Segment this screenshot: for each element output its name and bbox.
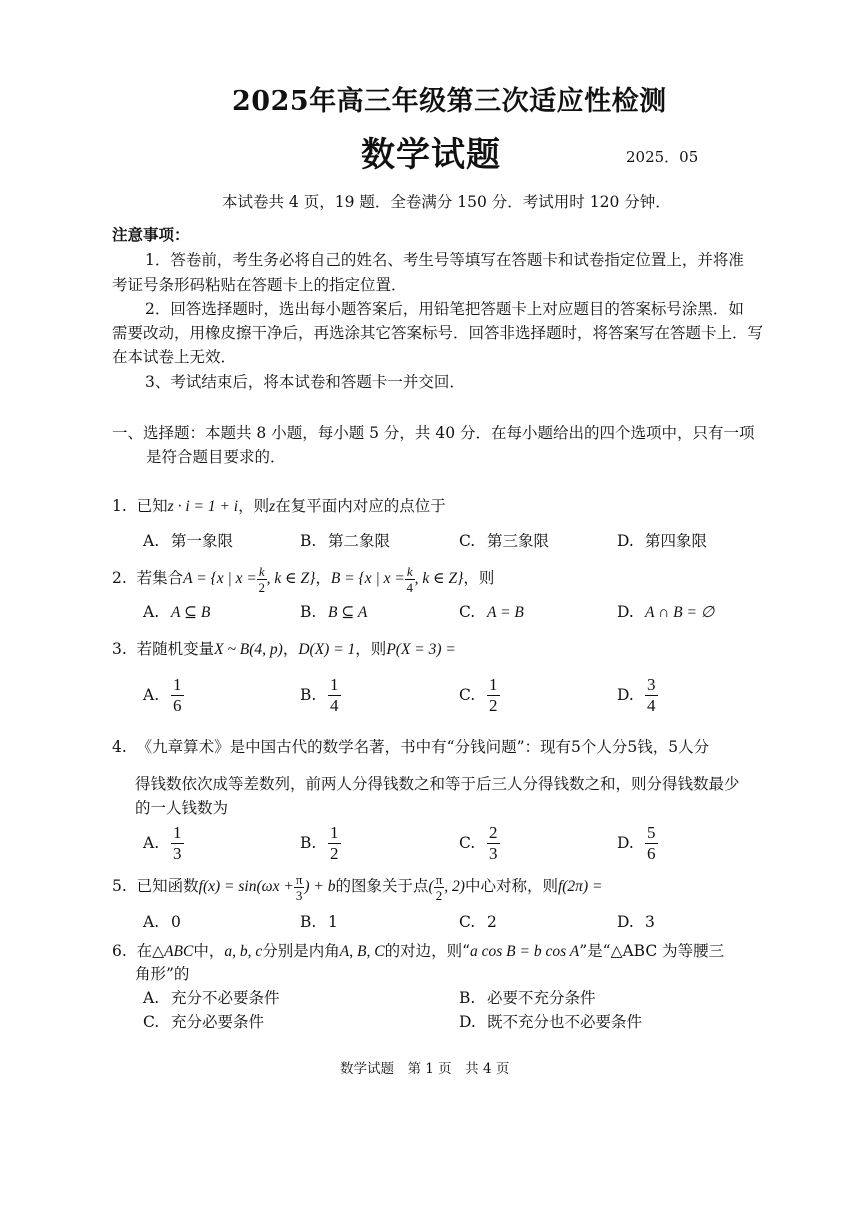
fraction: $\frac{k}{2}$ — [258, 563, 266, 595]
note-2-line-2: 需要改动，用橡皮擦干净后，再选涂其它答案标号．回答非选择题时，将答案写在答题卡上．写 — [112, 324, 764, 342]
question-number: 4. — [112, 738, 127, 756]
q5-option-b: B. 1 — [300, 913, 338, 931]
q3-option-b: B. $\frac{1}{4}$ — [300, 675, 339, 715]
q2-option-a: A. A ⊆ B — [143, 603, 211, 621]
q6-option-d: D. 既不充分也不必要条件 — [459, 1013, 643, 1031]
q6-option-b: B. 必要不充分条件 — [459, 989, 596, 1007]
note-3: 3、考试结束后，将本试卷和答题卡一并交回． — [145, 373, 465, 391]
page-footer: 数学试题 第 1 页 共 4 页 — [340, 1061, 510, 1077]
question-2: 2. 若集合A = {x | x = $\frac{k}{2}$ , k ∈ Z}，B = {x | x = $\frac{k}{4}$ , k ∈ Z}，则 — [112, 563, 495, 595]
question-number: 5. — [112, 877, 127, 895]
math-expression: z · i = 1 + i — [167, 498, 239, 515]
q4-option-b: B. $\frac{1}{2}$ — [300, 823, 339, 863]
q5-option-d: D. 3 — [617, 913, 655, 931]
fraction: $\frac{\pi}{3}$ — [295, 871, 303, 903]
q5-option-a: A. 0 — [143, 913, 181, 931]
fraction: $\frac{1}{3}$ — [173, 823, 182, 863]
fraction: $\frac{1}{2}$ — [330, 823, 339, 863]
q4-option-c: C. $\frac{2}{3}$ — [459, 823, 498, 863]
q3-option-d: D. $\frac{3}{4}$ — [617, 675, 656, 715]
q5-option-c: C. 2 — [459, 913, 497, 931]
q1-option-b: B. 第二象限 — [300, 532, 391, 550]
q4-option-d: D. $\frac{5}{6}$ — [617, 823, 656, 863]
q1-option-a: A. 第一象限 — [143, 532, 234, 550]
question-6-line-2: 角形”的 — [135, 965, 190, 983]
fraction: $\frac{2}{3}$ — [489, 823, 498, 863]
q2-option-b: B. B ⊆ A — [300, 603, 368, 621]
section-1-heading-cont: 是符合题目要求的． — [146, 448, 286, 466]
question-number: 1. — [112, 497, 127, 515]
q2-option-c: C. A = B — [459, 603, 524, 621]
note-1-line-2: 考证号条形码粘贴在答题卡上的指定位置． — [112, 276, 407, 294]
exam-title: 2025年高三年级第三次适应性检测 — [232, 86, 667, 117]
note-2-line-1: 2．回答选择题时，选出每小题答案后，用铅笔把答题卡上对应题目的答案标号涂黑．如 — [145, 300, 744, 318]
question-4-line-1: 4. 《九章算术》是中国古代的数学名著，书中有“分钱问题”：现有5个人分5钱，5人分 — [112, 738, 710, 756]
q6-option-a: A. 充分不必要条件 — [143, 989, 280, 1007]
fraction: $\frac{5}{6}$ — [647, 823, 656, 863]
fraction: $\frac{3}{4}$ — [647, 675, 656, 715]
q1-option-d: D. 第四象限 — [617, 532, 708, 550]
fraction: $\frac{\pi}{2}$ — [435, 871, 443, 903]
question-number: 2. — [112, 569, 127, 587]
question-number: 3. — [112, 640, 127, 658]
q3-option-a: A. $\frac{1}{6}$ — [143, 675, 182, 715]
exam-subject-title: 数学试题 — [361, 135, 501, 175]
section-1-heading: 一、选择题：本题共 8 小题，每小题 5 分，共 40 分．在每小题给出的四个选项中，只有一项 — [112, 424, 755, 442]
q6-option-c: C. 充分必要条件 — [143, 1013, 265, 1031]
question-4-line-3: 的一人钱数为 — [135, 799, 229, 817]
q4-option-a: A. $\frac{1}{3}$ — [143, 823, 182, 863]
q2-option-d: D. A ∩ B = ∅ — [617, 603, 715, 621]
question-6-line-1: 6. 在△ABC中，a, b, c分别是内角A, B, C的对边，则“a cos B = b cos A”是“△ABC 为等腰三 — [112, 942, 725, 960]
fraction: $\frac{1}{4}$ — [330, 675, 339, 715]
question-1: 1. 已知z · i = 1 + i，则z在复平面内对应的点位于 — [112, 497, 446, 515]
question-3: 3. 若随机变量X ~ B(4, p)，D(X) = 1，则P(X = 3) = — [112, 640, 456, 658]
question-number: 6. — [112, 942, 127, 960]
fraction: $\frac{k}{4}$ — [406, 563, 413, 595]
exam-date: 2025．05 — [626, 148, 699, 166]
notes-heading: 注意事项： — [112, 225, 190, 244]
note-2-line-3: 在本试卷上无效． — [112, 348, 237, 366]
fraction: $\frac{1}{6}$ — [173, 675, 182, 715]
fraction: $\frac{1}{2}$ — [489, 675, 498, 715]
exam-intro: 本试卷共 4 页，19 题．全卷满分 150 分．考试用时 120 分钟． — [222, 193, 671, 211]
question-4-line-2: 得钱数依次成等差数列，前两人分得钱数之和等于后三人分得钱数之和，则分得钱数最少 — [135, 775, 740, 793]
question-5: 5. 已知函数f(x) = sin(ωx + $\frac{\pi}{3}$ ) + b的图象关于点( $\frac{\pi}{2}$ , 2)中心对称，则f(2π) = — [112, 871, 603, 903]
q1-option-c: C. 第三象限 — [459, 532, 550, 550]
note-1-line-1: 1．答卷前，考生务必将自己的姓名、考生号等填写在答题卡和试卷指定位置上，并将准 — [145, 251, 744, 269]
q3-option-c: C. $\frac{1}{2}$ — [459, 675, 498, 715]
